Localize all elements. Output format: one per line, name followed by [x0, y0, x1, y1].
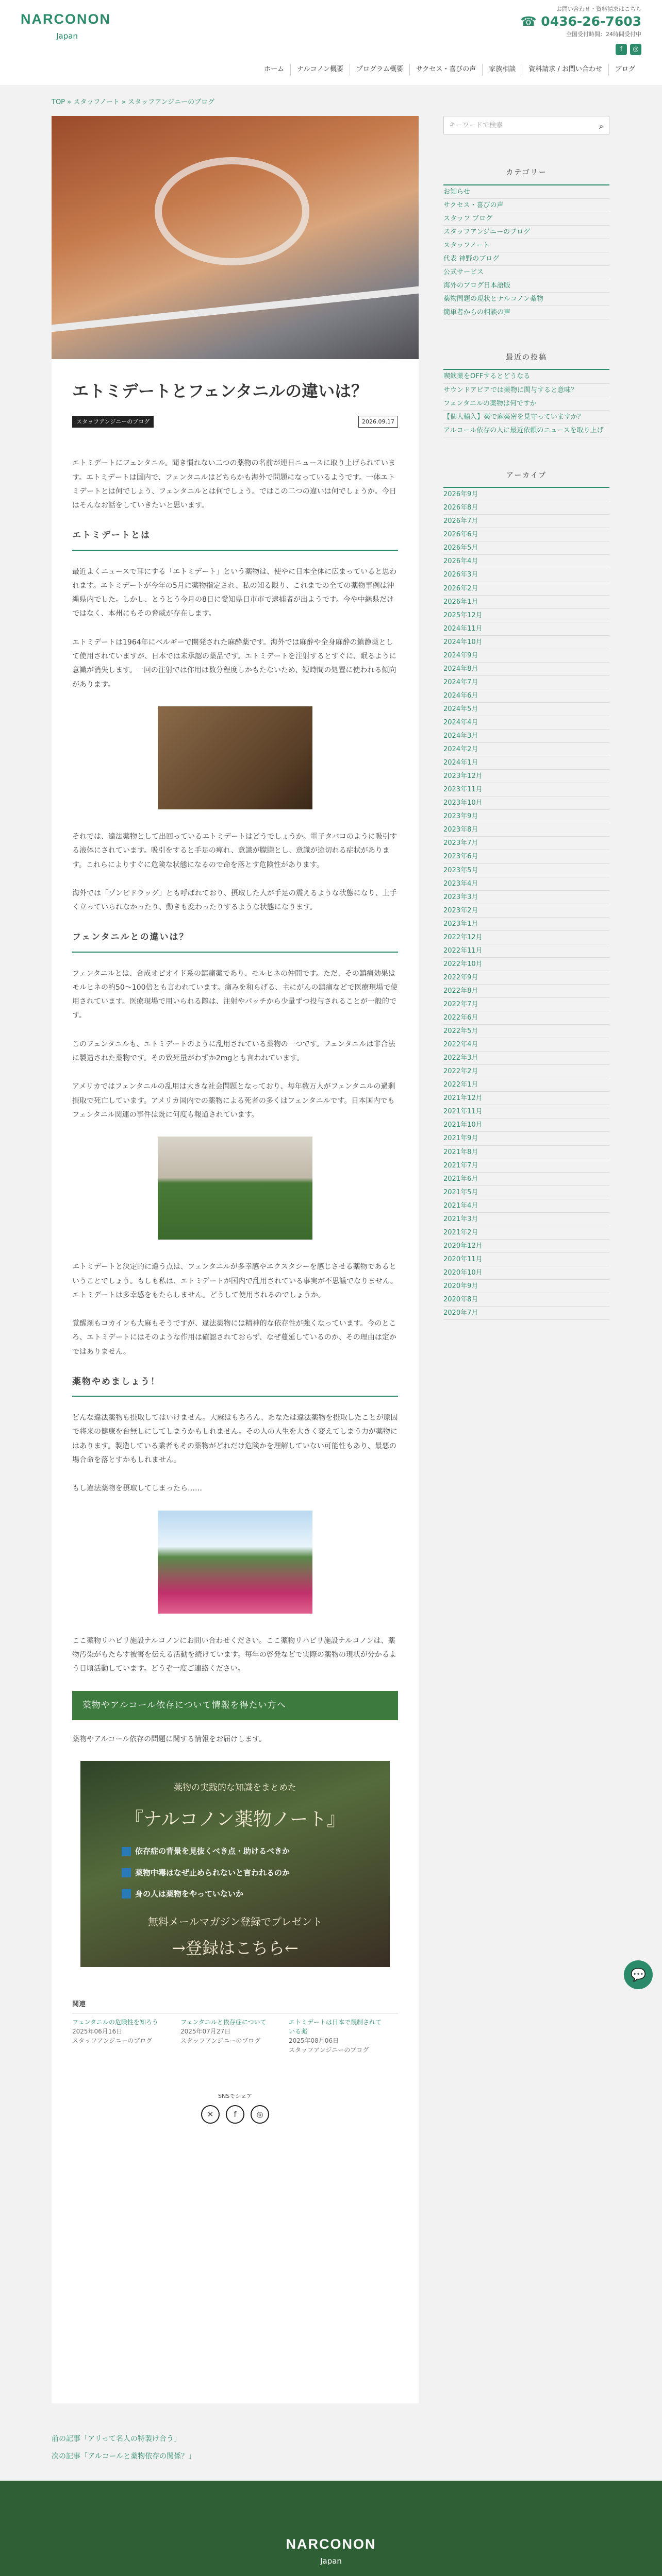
archive-link[interactable]: 2023年3月 — [443, 891, 609, 904]
newsletter-banner[interactable] — [80, 1761, 390, 1967]
facebook-icon[interactable]: f — [226, 2105, 244, 2124]
archive-link[interactable]: 2022年12月 — [443, 931, 609, 944]
archive-link[interactable]: 2026年4月 — [443, 555, 609, 568]
category-link[interactable]: スタッフノート — [443, 239, 609, 252]
road-stripe — [52, 286, 419, 332]
banner-check-item — [122, 1844, 390, 1859]
banner-check-item — [122, 1866, 390, 1880]
archive-link[interactable]: 2021年9月 — [443, 1132, 609, 1145]
archive-link[interactable]: 2022年8月 — [443, 985, 609, 998]
archive-link[interactable]: 2022年4月 — [443, 1038, 609, 1052]
hours-text: 全国受付時間：24時間受付中 — [566, 31, 641, 38]
paragraph: もし違法薬物を摂取してしまったら…… — [72, 1484, 202, 1493]
archive-link[interactable]: 2025年12月 — [443, 609, 609, 622]
archive-link[interactable]: 2023年1月 — [443, 918, 609, 931]
archive-link[interactable]: 2024年5月 — [443, 703, 609, 716]
contact-note[interactable]: お問い合わせ・資料請求はこちら — [556, 6, 641, 12]
global-nav — [258, 64, 641, 76]
check-icon — [122, 1847, 131, 1856]
category-list — [443, 185, 609, 319]
paragraph: 覚醒剤もコカインも大麻もそうですが、違法薬物には精神的な依存性が強くなっています。今のところ、エトミデートにはそのような作用は確認されておらず、なぜ蔓延しているのか、その理由は定かではありません。 — [72, 1319, 396, 1356]
instagram-icon[interactable]: ◎ — [630, 44, 641, 55]
nav-item-contact[interactable]: 資料請求 / お問い合わせ — [522, 64, 608, 76]
category-link[interactable]: スタッフアンジニーのブログ — [443, 226, 609, 239]
archive-link[interactable]: 2026年1月 — [443, 596, 609, 609]
nav-item-success[interactable]: サクセス・喜びの声 — [409, 64, 482, 76]
archive-link[interactable]: 2023年12月 — [443, 770, 609, 783]
recent-post-link[interactable]: アルコール依存の人に最近依頼のニュースを取り上げ — [443, 424, 609, 437]
category-link[interactable]: サクセス・喜びの声 — [443, 199, 609, 212]
breadcrumb-current[interactable]: スタッフアンジニーのブログ — [128, 98, 215, 106]
search-input[interactable] — [443, 116, 609, 134]
related-title[interactable]: フェンタニルと依存症について — [180, 2019, 267, 2026]
recent-post-link[interactable]: 喫飲薬をOFFするとどうなる — [443, 370, 609, 383]
archive-link[interactable]: 2023年8月 — [443, 823, 609, 837]
paragraph: エトミデートと決定的に違う点は、フェンタニルが多幸感やエクスタシーを感じさせる薬物であるということでしょう。もしも私は、エトミデートが国内で乱用されている事実が不思議でなりません。エトミデートは多幸感をもたらしません。どうして使用されるのでしょうか。 — [72, 1263, 398, 1299]
archive-link[interactable]: 2024年4月 — [443, 716, 609, 730]
banner-offer: 無料メールマガジン登録でプレゼント — [147, 1916, 323, 1928]
archive-link[interactable]: 2023年5月 — [443, 864, 609, 877]
archive-link[interactable]: 2022年5月 — [443, 1025, 609, 1038]
archive-link[interactable]: 2024年8月 — [443, 663, 609, 676]
site-footer — [0, 2481, 662, 2576]
recent-post-link[interactable]: 【個人輸入】薬で麻薬密を見守っていますか？ — [443, 411, 609, 424]
info-heading-bar: 薬物やアルコール依存について情報を得たい方へ — [72, 1691, 398, 1720]
category-link[interactable]: 薬物問題の現状とナルコノン薬物 — [443, 293, 609, 306]
archive-link[interactable]: 2021年3月 — [443, 1213, 609, 1226]
banner-check-item — [122, 1887, 390, 1902]
category-link[interactable]: お知らせ — [443, 185, 609, 199]
archive-link[interactable]: 2023年10月 — [443, 796, 609, 810]
category-link[interactable]: 海外のブログ日本語版 — [443, 279, 609, 293]
header-contact — [471, 4, 641, 55]
recent-post-link[interactable]: サウンドアビアでは薬物に関与すると意味？ — [443, 384, 609, 397]
prev-post-text[interactable]: 前の記事「アリって名人の特製け合う」 — [52, 2435, 181, 2443]
archive-link[interactable]: 2021年4月 — [443, 1199, 609, 1213]
archive-link[interactable]: 2026年2月 — [443, 582, 609, 596]
related-title[interactable]: エトミデートは日本で規制されている薬 — [289, 2019, 382, 2036]
nav-item-about[interactable]: ナルコノン概要 — [290, 64, 350, 76]
archive-link[interactable]: 2024年1月 — [443, 756, 609, 770]
archive-link[interactable]: 2023年9月 — [443, 810, 609, 823]
sidebar — [443, 116, 609, 1320]
article-body — [72, 456, 398, 2127]
related-date: 2025年07月27日 — [180, 2028, 231, 2036]
related-category: スタッフアンジニーのブログ — [72, 2037, 153, 2045]
archive-link[interactable]: 2021年12月 — [443, 1092, 609, 1105]
related-title[interactable]: フェンタニルの危険性を知ろう — [72, 2019, 158, 2026]
chat-button[interactable]: 💬 — [624, 1960, 653, 1989]
archive-link[interactable]: 2021年6月 — [443, 1173, 609, 1186]
archive-link[interactable]: 2020年12月 — [443, 1240, 609, 1253]
archive-link[interactable]: 2024年6月 — [443, 689, 609, 703]
next-post-text[interactable]: 次の記事「アルコールと薬物依存の関係？」 — [52, 2452, 196, 2461]
recent-list — [443, 370, 609, 437]
main-article — [52, 116, 419, 2403]
archive-link[interactable]: 2024年3月 — [443, 730, 609, 743]
site-header — [0, 0, 662, 85]
check-icon — [122, 1868, 131, 1877]
archive-link[interactable]: 2022年6月 — [443, 1011, 609, 1025]
paragraph: ここ薬物リハビリ施設ナルコノンにお問い合わせください。ここ薬物リハビリ施設ナルコノンは、薬物汚染がもたらす被害を伝える活動を続けています。毎年の啓発などで実際の薬物の現状が分かるよう日頃活動しています。どうぞ一度ご連絡ください。 — [72, 1636, 396, 1673]
bike-lane-marking — [155, 157, 309, 265]
social-links — [471, 42, 641, 55]
archive-link[interactable]: 2026年5月 — [443, 541, 609, 555]
archive-link[interactable]: 2022年3月 — [443, 1052, 609, 1065]
archive-link[interactable]: 2021年11月 — [443, 1105, 609, 1118]
logo-sub: Japan — [56, 31, 78, 41]
paragraph: 海外では「ゾンビドラッグ」とも呼ばれており、摂取した人が手足の震えるような状態になり、上手く立っていられなかったり、動きも変わったりするような状態になります。 — [72, 889, 397, 912]
related-date: 2025年06月16日 — [72, 2028, 123, 2036]
archive-heading: アーカイブ — [443, 469, 609, 488]
archive-link[interactable]: 2021年7月 — [443, 1159, 609, 1173]
archive-link[interactable]: 2026年8月 — [443, 501, 609, 515]
intro-paragraph: エトミデートにフェンタニル。聞き慣れない二つの薬物の名前が連日ニュースに取り上げられています。エトミデートは国内で、フェンタニルはどちらかも海外で問題になっているようです。一体エトミデートとは何でしょう、フェンタニルとは何でしょう。ではこの二つの違いは何でしょうか。今日はそんなお話をしていきたいと思います。 — [72, 459, 396, 510]
archive-link[interactable]: 2023年7月 — [443, 837, 609, 850]
archive-link[interactable]: 2024年9月 — [443, 649, 609, 663]
archive-link[interactable]: 2022年9月 — [443, 971, 609, 985]
section-heading: フェンタニルとの違いは？ — [72, 929, 398, 952]
related-heading: 関連 — [72, 1998, 398, 2013]
recent-post-link[interactable]: フェンタニルの薬物は何ですか — [443, 397, 609, 411]
nav-item-home[interactable]: ホーム — [264, 65, 285, 73]
archive-link[interactable]: 2024年7月 — [443, 676, 609, 689]
archive-link[interactable]: 2021年5月 — [443, 1186, 609, 1199]
category-link[interactable]: 簡単者からの相談の声 — [443, 306, 609, 319]
related-posts — [72, 2018, 398, 2055]
breadcrumb: TOP » スタッフノート » スタッフアンジニーのブログ — [52, 98, 215, 106]
footer-logo-sub: Japan — [320, 2556, 342, 2566]
archive-link[interactable]: 2021年10月 — [443, 1118, 609, 1132]
paragraph: このフェンタニルも、エトミデートのように乱用されている薬物の一つです。フェンタニルは非合法に製造された薬物です。その致死量がわずか2mgとも言われています。 — [72, 1040, 395, 1063]
archive-link[interactable]: 2020年11月 — [443, 1253, 609, 1266]
nav-item-program[interactable]: プログラム概要 — [350, 64, 409, 76]
archive-link[interactable]: 2022年10月 — [443, 958, 609, 971]
recent-heading: 最近の投稿 — [443, 351, 609, 370]
section-heading: エトミデートとは — [72, 527, 398, 550]
check-text: 依存症の背景を見抜くべき点・助けるべきか — [135, 1846, 290, 1856]
facility-image — [158, 1511, 312, 1614]
related-category: スタッフアンジニーのブログ — [180, 2037, 261, 2045]
next-post-link[interactable] — [52, 2448, 195, 2466]
related-post[interactable] — [72, 2018, 170, 2055]
post-navigation — [52, 2431, 195, 2465]
breadcrumb-staff[interactable]: スタッフノート — [73, 98, 120, 106]
section-heading: 薬物やめましょう！ — [72, 1374, 398, 1397]
archive-list — [443, 488, 609, 1320]
facebook-icon[interactable]: f — [616, 44, 627, 55]
archive-link[interactable]: 2023年11月 — [443, 783, 609, 796]
logo-text: NARCONON — [21, 11, 111, 27]
archive-link[interactable]: 2022年11月 — [443, 944, 609, 958]
footer-logo-text[interactable]: NARCONON — [286, 2536, 376, 2552]
related-category: スタッフアンジニーのブログ — [289, 2046, 369, 2054]
check-text: 薬物中毒はなぜ止められないと言われるのか — [135, 1868, 290, 1877]
search-icon[interactable]: ⌕ — [599, 121, 604, 131]
category-link[interactable]: スタッフ ブログ — [443, 212, 609, 226]
nav-item-family[interactable]: 家族相談 — [482, 64, 522, 76]
archive-link[interactable]: 2022年2月 — [443, 1065, 609, 1078]
banner-title: 『ナルコノン薬物ノート』 — [125, 1809, 345, 1831]
paragraph: それでは、違法薬物として出回っているエトミデートはどうでしょうか。電子タバコのように吸引する液体にされています。吸引をすると手足の痺れ、意識が朦朧とし、意識が途切れる症状があります。これらによりすぐに危険な状態になるので命を落とす危険性があります。 — [72, 832, 397, 869]
category-heading: カテゴリー — [443, 166, 609, 185]
archive-link[interactable]: 2024年2月 — [443, 743, 609, 756]
archive-link[interactable]: 2022年7月 — [443, 998, 609, 1011]
archive-link[interactable]: 2021年2月 — [443, 1226, 609, 1240]
archive-link[interactable]: 2026年6月 — [443, 528, 609, 541]
tel-text: 0436-26-7603 — [541, 14, 641, 29]
site-logo[interactable] — [21, 7, 113, 43]
phone-number[interactable]: ☎ 0436-26-7603 — [520, 14, 641, 29]
banner-subtitle: 薬物の実践的な知識をまとめた — [174, 1782, 296, 1793]
check-text: 身の人は薬物をやっていないか — [135, 1889, 244, 1899]
article-title: エトミデートとフェンタニルの違いは？ — [72, 381, 368, 401]
twitter-icon[interactable]: ✕ — [201, 2105, 220, 2124]
archive-link[interactable]: 2021年8月 — [443, 1146, 609, 1159]
paragraph: アメリカではフェンタニルの乱用は大きな社会問題となっており、毎年数万人がフェンタニルの過剰摂取で死亡しています。アメリカ国内での薬物による死者の多くはフェンタニルです。日本国内でもフェンタニル関連の事件は既に何度も報道されています。 — [72, 1082, 395, 1119]
article-meta — [72, 416, 398, 428]
post-date: 2026.09.17 — [358, 416, 398, 428]
archive-link[interactable]: 2024年10月 — [443, 636, 609, 649]
line-icon[interactable]: ◎ — [251, 2105, 269, 2124]
archive-link[interactable]: 2023年2月 — [443, 904, 609, 918]
share-label: SNSでシェア — [218, 2093, 252, 2100]
nav-item-blog[interactable]: ブログ — [608, 64, 641, 76]
category-link[interactable]: 公式サービス — [443, 266, 609, 279]
related-post[interactable] — [289, 2018, 387, 2055]
syringe-image — [158, 706, 312, 809]
prev-post-link[interactable] — [52, 2431, 195, 2448]
paragraph: 最近よくニュースで耳にする「エトミデート」という薬物は、使やに日本全体に広まっていると思われます。エトミデートが今年の5月に薬物指定され、私の知る限り、これまでの全ての薬物事例は沖縄県内でした。しかし、とうとう今月の8日に愛知県日市市で逮捕者が出ようです。今や中継県だけではなく、本州にもその脅威が存在します。 — [72, 567, 397, 618]
archive-link[interactable]: 2020年8月 — [443, 1293, 609, 1307]
archive-link[interactable]: 2020年9月 — [443, 1280, 609, 1293]
hero-image — [52, 116, 419, 359]
category-link[interactable]: 代表 神野のブログ — [443, 252, 609, 266]
paragraph: フェンタニルとは、合成オピオイド系の鎮痛薬であり、モルヒネの仲間です。ただ、その鎮痛効果はモルヒネの約50〜100倍とも言われています。痛みを和らげる、主にがんの鎮痛などで医療現場で使用されています。医療現場で用いられる際は、注射やパッチから少量ずつ投与されることが一般的です。 — [72, 969, 398, 1020]
share-section — [72, 2091, 398, 2126]
breadcrumb-top[interactable]: TOP — [52, 98, 65, 106]
archive-link[interactable]: 2024年11月 — [443, 622, 609, 636]
paragraph: どんな違法薬物も摂取してはいけません。大麻はもちろん、あなたは違法薬物を摂取したことが原因で将来の健康を台無しにしてしまうかもしれません。その人の人生を大きく変えてしまう力が薬物にはあります。製造している業者もその薬物がどれだけ危険かを理解していない可能性もあり、最悪の場合命を落とすかもしれません。 — [72, 1414, 398, 1465]
related-date: 2025年08月06日 — [289, 2037, 339, 2045]
archive-link[interactable]: 2020年7月 — [443, 1307, 609, 1320]
banner-cta[interactable]: →登録はこちら← — [172, 1938, 299, 1958]
paragraph: エトミデートは1964年にベルギーで開発された麻酔薬です。海外では麻酔や全身麻酔の鎮静薬として使用されていますが、日本では未承認の薬品です。エトミデートを注射するとすぐに、眠るように意識が消失します。一回の注射では作用は数分程度しかもたないため、短時間の処置に使われる傾向があります。 — [72, 638, 396, 689]
archive-link[interactable]: 2023年4月 — [443, 877, 609, 891]
archive-link[interactable]: 2023年6月 — [443, 850, 609, 863]
archive-link[interactable]: 2022年1月 — [443, 1078, 609, 1092]
related-post[interactable] — [180, 2018, 278, 2055]
archive-link[interactable]: 2026年9月 — [443, 488, 609, 501]
check-icon — [122, 1889, 131, 1899]
category-badge[interactable]: スタッフアンジニーのブログ — [72, 416, 154, 428]
archive-link[interactable]: 2026年7月 — [443, 515, 609, 528]
paragraph: 薬物やアルコール依存の問題に関する情報をお届けします。 — [72, 1735, 267, 1743]
archive-link[interactable]: 2020年10月 — [443, 1266, 609, 1280]
cemetery-image — [158, 1137, 312, 1240]
archive-link[interactable]: 2026年3月 — [443, 568, 609, 582]
search-placeholder: キーワードで検索 — [449, 122, 503, 129]
